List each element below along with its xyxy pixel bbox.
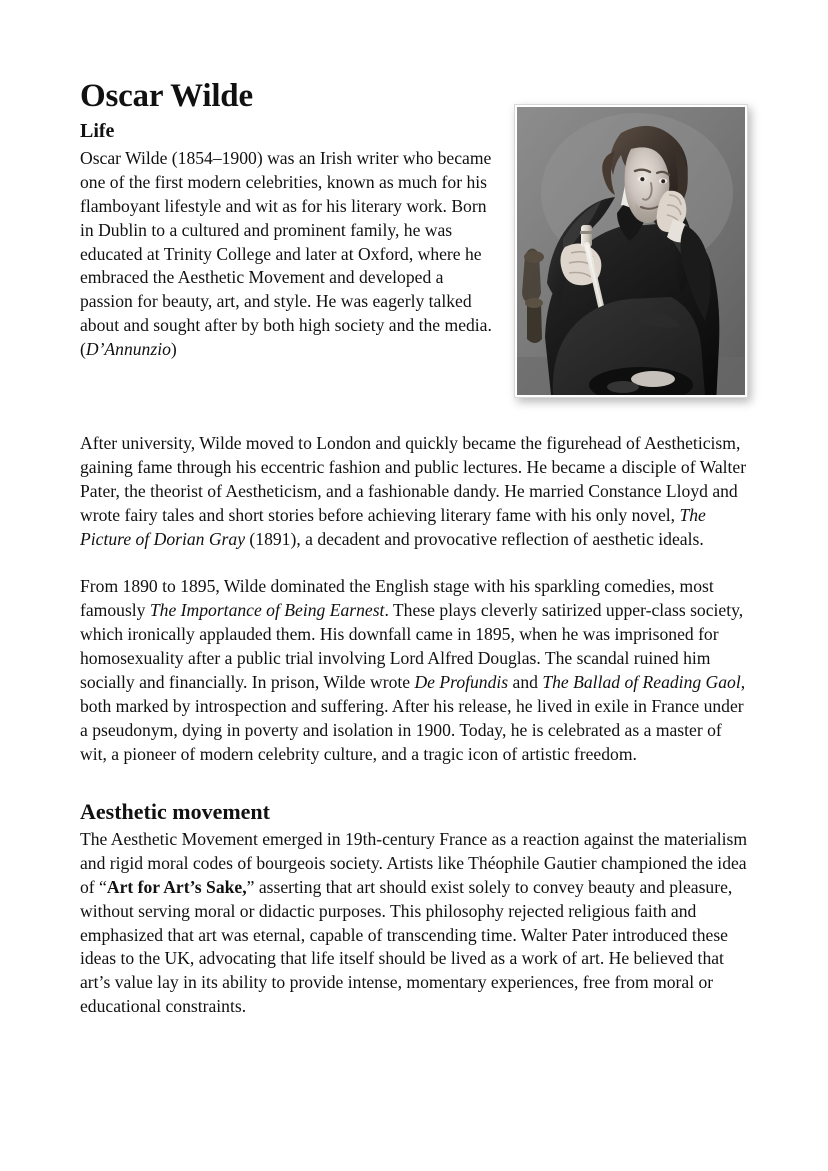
paragraph-life-2-title: The Picture of Dorian Gray (80, 504, 706, 549)
paragraph-life-3 (80, 575, 748, 766)
page-title: Oscar Wilde (80, 78, 253, 114)
paragraph-life-2-tail: (1891), a decadent and provocative reflection of aesthetic ideals. (245, 528, 704, 549)
document-page (80, 78, 748, 1019)
paragraph-life-1-citation: D’Annunzio (85, 339, 171, 360)
section-spacer (80, 767, 748, 799)
paragraph-life-1-tail: ) (170, 339, 177, 360)
paragraph-aesthetic-1-tail: ” asserting that art should exist solely to convey beauty and pleasure, without serving moral or didactic purposes. This philosophy rejected religious faith and emphasized that art was eternal, capable of transcending time. Walter Pater introduced these ideas to the UK, advocating that life itself should be lived as a work of art. He believed that art’s value lay in its ability to provide intense, momentary experiences, free from moral or educational constraints. (80, 876, 733, 1017)
paragraph-life-1-text: Oscar Wilde (1854–1900) was an Irish writer who became one of the first modern celebrities, known as much for his flamboyant lifestyle and wit as for his literary work. Born in Dublin to a cultured and prominent family, he was educated at Trinity College and later at Oxford, where he embraced the Aesthetic Movement and developed a passion for beauty, art, and style. He was eagerly talked about and sought after by both high society and the media. ( (80, 147, 492, 360)
paragraph-life-3-title-1: The Importance of Being Earnest (149, 600, 385, 621)
paragraph-aesthetic-1 (80, 828, 748, 1019)
portrait-illustration (517, 107, 745, 395)
section-heading-aesthetic-movement: Aesthetic movement (80, 798, 270, 824)
paragraph-life-3-tail: , both marked by introspection and suffering. After his release, he lived in exile in France under a pseudonym, dying in poverty and isolation in 1900. Today, he is celebrated as a master of wit, a pioneer of modern celebrity culture, and a tragic icon of artistic freedom. (80, 671, 746, 764)
paragraph-life-3-text-3: and (508, 671, 543, 692)
paragraph-aesthetic-1-text: The Aesthetic Movement emerged in 19th-century France as a reaction against the materialism and rigid moral codes of bourgeois society. Artists like Théophile Gautier championed the idea of “ (80, 828, 748, 897)
paragraph-life-2-text: After university, Wilde moved to London and quickly became the figurehead of Aestheticism, gaining fame through his eccentric fashion and public lectures. He became a disciple of Walter Pater, the theorist of Aestheticism, and a fashionable dandy. He married Constance Lloyd and wrote fairy tales and short stories before achieving literary fame with his only novel, (80, 432, 747, 525)
section-heading-life: Life (80, 119, 115, 142)
paragraph-life-3-title-2: De Profundis (414, 671, 509, 692)
paragraph-aesthetic-1-emphasis: Art for Art’s Sake, (106, 876, 247, 897)
oscar-wilde-portrait-image (514, 104, 748, 398)
paragraph-life-3-text-2: . These plays cleverly satirized upper-class society, which ironically applauded them. His downfall came in 1895, when he was imprisoned for homosexuality after a public trial involving Lord Alfred Douglas. The scandal ruined him socially and financially. In prison, Wilde wrote (80, 600, 744, 692)
paragraph-life-3-title-3: The Ballad of Reading Gaol (542, 671, 741, 692)
paragraph-life-2 (80, 432, 748, 552)
paragraph-life-3-text: From 1890 to 1895, Wilde dominated the English stage with his sparkling comedies, most famously (80, 576, 714, 621)
